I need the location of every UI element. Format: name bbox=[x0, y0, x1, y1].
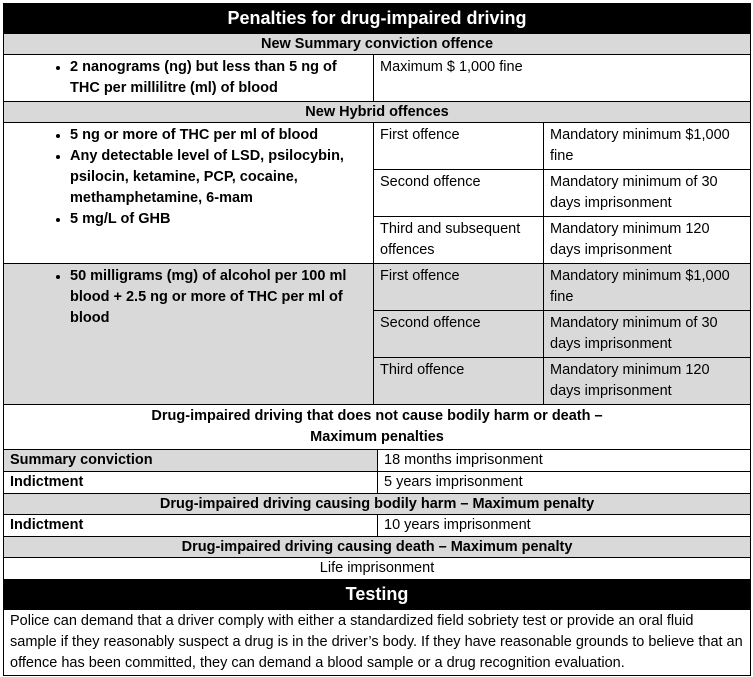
hybrid-group1-bullet: • 5 ng or more of THC per ml of blood bbox=[70, 125, 367, 146]
no-harm-row-value: 5 years imprisonment bbox=[378, 472, 751, 494]
hybrid-group1-offence: Second offence bbox=[374, 170, 544, 217]
no-harm-section-heading bbox=[4, 405, 751, 450]
no-harm-heading-line: Maximum penalties bbox=[310, 429, 444, 445]
death-penalty-value: Life imprisonment bbox=[4, 558, 751, 580]
hybrid-group1-penalty: Mandatory minimum of 30 days imprisonment bbox=[544, 170, 751, 217]
hybrid-group2-offence: Second offence bbox=[374, 311, 544, 358]
page-title: Penalties for drug-impaired driving bbox=[4, 4, 751, 34]
hybrid-group2-penalty: Mandatory minimum $1,000 fine bbox=[544, 264, 751, 311]
summary-penalty: Maximum $ 1,000 fine bbox=[374, 55, 751, 102]
hybrid-group1-cell bbox=[4, 123, 374, 264]
no-harm-heading-line: Drug-impaired driving that does not cause bodily harm or death – bbox=[151, 408, 603, 424]
death-section-heading: Drug-impaired driving causing death – Maximum penalty bbox=[4, 537, 751, 558]
penalties-table bbox=[3, 3, 751, 676]
hybrid-group2-cell bbox=[4, 264, 374, 405]
hybrid-group2-bullet: • 50 milligrams (mg) of alcohol per 100 ml blood + 2.5 ng or more of THC per ml of blood bbox=[70, 266, 367, 329]
summary-offence-cell bbox=[4, 55, 374, 102]
testing-text: Police can demand that a driver comply with either a standardized field sobriety test or provide an oral fluid sample if they reasonably suspect a drug is in the driver’s body. If they have reasonable grounds to believe that an offence has been committed, they can demand a blood sample or a drug recognition evaluation. bbox=[4, 610, 751, 676]
hybrid-group1-penalty: Mandatory minimum $1,000 fine bbox=[544, 123, 751, 170]
no-harm-row-label: Summary conviction bbox=[4, 450, 378, 472]
hybrid-group2-offence: Third offence bbox=[374, 358, 544, 405]
hybrid-group1-penalty: Mandatory minimum 120 days imprisonment bbox=[544, 217, 751, 264]
bodily-harm-section-heading: Drug-impaired driving causing bodily harm – Maximum penalty bbox=[4, 494, 751, 515]
hybrid-group1-offence: Third and subsequent offences bbox=[374, 217, 544, 264]
hybrid-group2-penalty: Mandatory minimum 120 days imprisonment bbox=[544, 358, 751, 405]
hybrid-group1-bullet: • Any detectable level of LSD, psilocybin, psilocin, ketamine, PCP, cocaine, methamphetamine, 6-mam bbox=[70, 146, 367, 209]
bodily-harm-row-value: 10 years imprisonment bbox=[378, 515, 751, 537]
testing-heading: Testing bbox=[4, 580, 751, 610]
hybrid-group1-bullet: • 5 mg/L of GHB bbox=[70, 209, 367, 230]
hybrid-group1-offence: First offence bbox=[374, 123, 544, 170]
hybrid-section-heading: New Hybrid offences bbox=[4, 102, 751, 123]
hybrid-group2-penalty: Mandatory minimum of 30 days imprisonment bbox=[544, 311, 751, 358]
penalties-document bbox=[3, 3, 750, 676]
no-harm-row-label: Indictment bbox=[4, 472, 378, 494]
summary-offence-bullet: • 2 nanograms (ng) but less than 5 ng of THC per millilitre (ml) of blood bbox=[70, 57, 367, 99]
summary-section-heading: New Summary conviction offence bbox=[4, 34, 751, 55]
bodily-harm-row-label: Indictment bbox=[4, 515, 378, 537]
hybrid-group2-offence: First offence bbox=[374, 264, 544, 311]
no-harm-row-value: 18 months imprisonment bbox=[378, 450, 751, 472]
